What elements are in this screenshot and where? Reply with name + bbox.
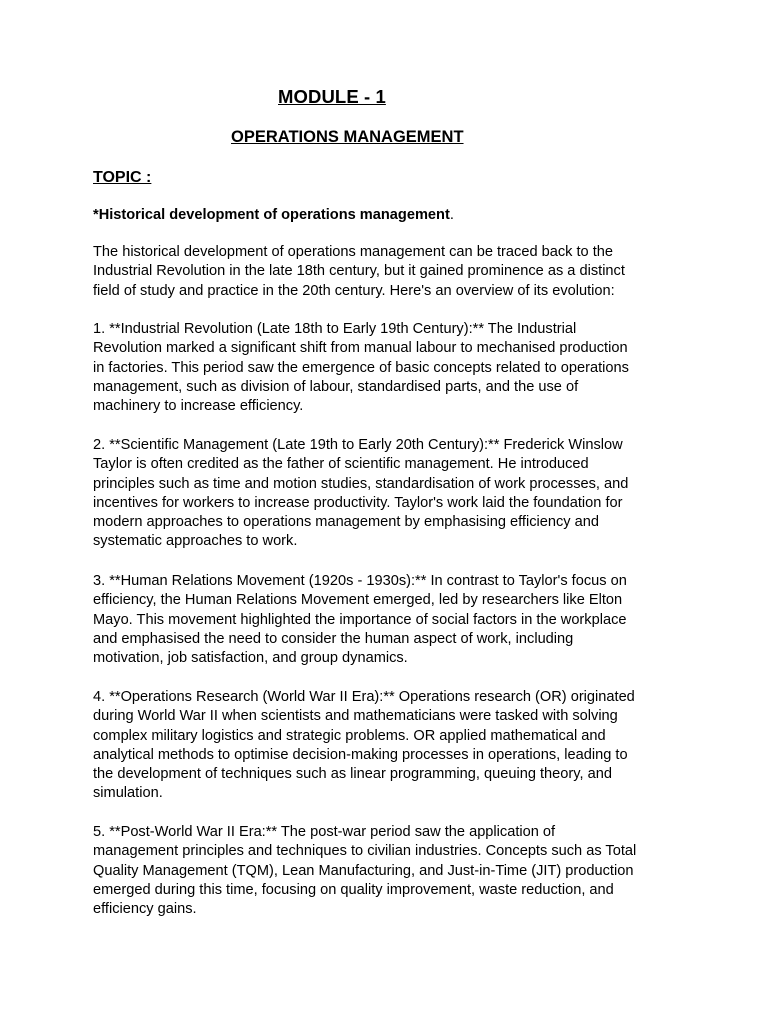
- topic-heading: [93, 207, 454, 223]
- intro-paragraph: The historical development of operations management can be traced back to the Industrial Revolution in the late 18th century, but it gained prominence as a distinct field of study and practice in the 20th century. Here's an overview of its evolution:: [93, 244, 625, 299]
- paragraph-industrial-revolution: 1. **Industrial Revolution (Late 18th to Early 19th Century):** The Industrial Revolution marked a significant shift from manual labour to mechanised production in factories. This period saw the emergence of basic concepts related to operations management, such as division of labour, standardised parts, and the use of machinery to increase efficiency.: [93, 321, 629, 415]
- topic-heading-suffix: .: [449, 207, 454, 223]
- paragraph-operations-research: 4. **Operations Research (World War II Era):** Operations research (OR) originated during World War II when scientists and mathematicians were tasked with solving complex military logistics and strategic problems. OR applied mathematical and analytical methods to optimise decision-making processes in operations, leading to the development of techniques such as linear programming, queuing theory, and simulation.: [93, 689, 635, 802]
- subject-title: OPERATIONS MANAGEMENT: [231, 128, 464, 146]
- paragraph-post-war-era: 5. **Post-World War II Era:** The post-war period saw the application of management principles and techniques to civilian industries. Concepts such as Total Quality Management (TQM), Lean Manufacturing, and Just-in-Time (JIT) production emerged during this time, focusing on quality improvement, waste reduction, and efficiency gains.: [93, 824, 637, 918]
- module-title: MODULE - 1: [278, 86, 386, 107]
- paragraph-human-relations: 3. **Human Relations Movement (1920s - 1930s):** In contrast to Taylor's focus on efficiency, the Human Relations Movement emerged, led by researchers like Elton Mayo. This movement highlighted the importance of social factors in the workplace and emphasised the need to consider the human aspect of work, including motivation, job satisfaction, and group dynamics.: [93, 573, 627, 667]
- topic-label: TOPIC :: [93, 169, 152, 186]
- topic-heading-text: Historical development of operations management: [98, 207, 450, 223]
- paragraph-scientific-management: 2. **Scientific Management (Late 19th to Early 20th Century):** Frederick Winslow Taylor is often credited as the father of scientific management. He introduced principles such as time and motion studies, standardisation of work processes, and incentives for workers to increase productivity. Taylor's work laid the foundation for modern approaches to operations management by emphasising efficiency and systematic approaches to work.: [93, 437, 629, 550]
- topic-heading-prefix: *: [93, 207, 99, 223]
